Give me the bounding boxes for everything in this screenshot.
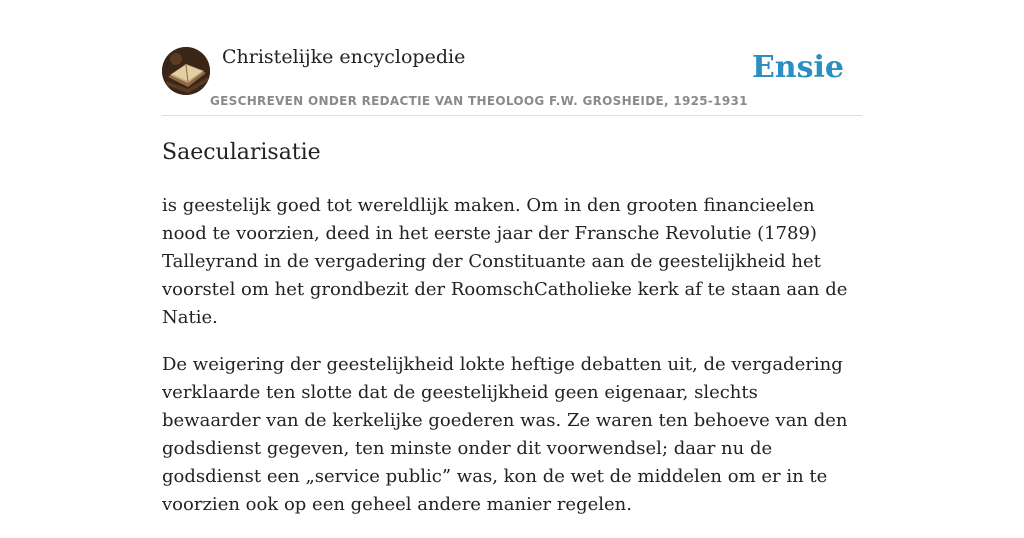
brand-logo[interactable]: Ensie: [751, 50, 844, 85]
book-photo-icon[interactable]: [162, 47, 210, 95]
site-title[interactable]: Christelijke encyclopedie: [222, 46, 466, 68]
article-paragraph: is geestelijk goed tot wereldlijk maken. Om in den grooten financieelen nood te voorzien, deed in het eerste jaar der Fransche Revolutie (1789) Talleyrand in de vergadering der Constituante aan de geestelijkheid het voorstel om het grondbezit der RoomschCatholieke kerk af te staan aan de Natie.: [162, 195, 848, 328]
site-subtitle: GESCHREVEN ONDER REDACTIE VAN THEOLOOG F.W. GROSHEIDE, 1925-1931: [210, 94, 748, 108]
page-container: [162, 0, 862, 515]
site-header: [162, 0, 862, 116]
article-title: Saecularisatie: [162, 140, 321, 165]
article-body: [162, 192, 862, 538]
article-paragraph: De weigering der geestelijkheid lokte heftige debatten uit, de vergadering verklaarde ten slotte dat de geestelijkheid geen eigenaar, slechts bewaarder van de kerkelijke goederen was. Ze waren ten behoeve van den godsdienst gegeven, ten minste onder dit voorwendsel; daar nu de godsdienst een „service public” was, kon de wet de middelen om er in te voorzien ook op een geheel andere manier regelen.: [162, 354, 848, 515]
